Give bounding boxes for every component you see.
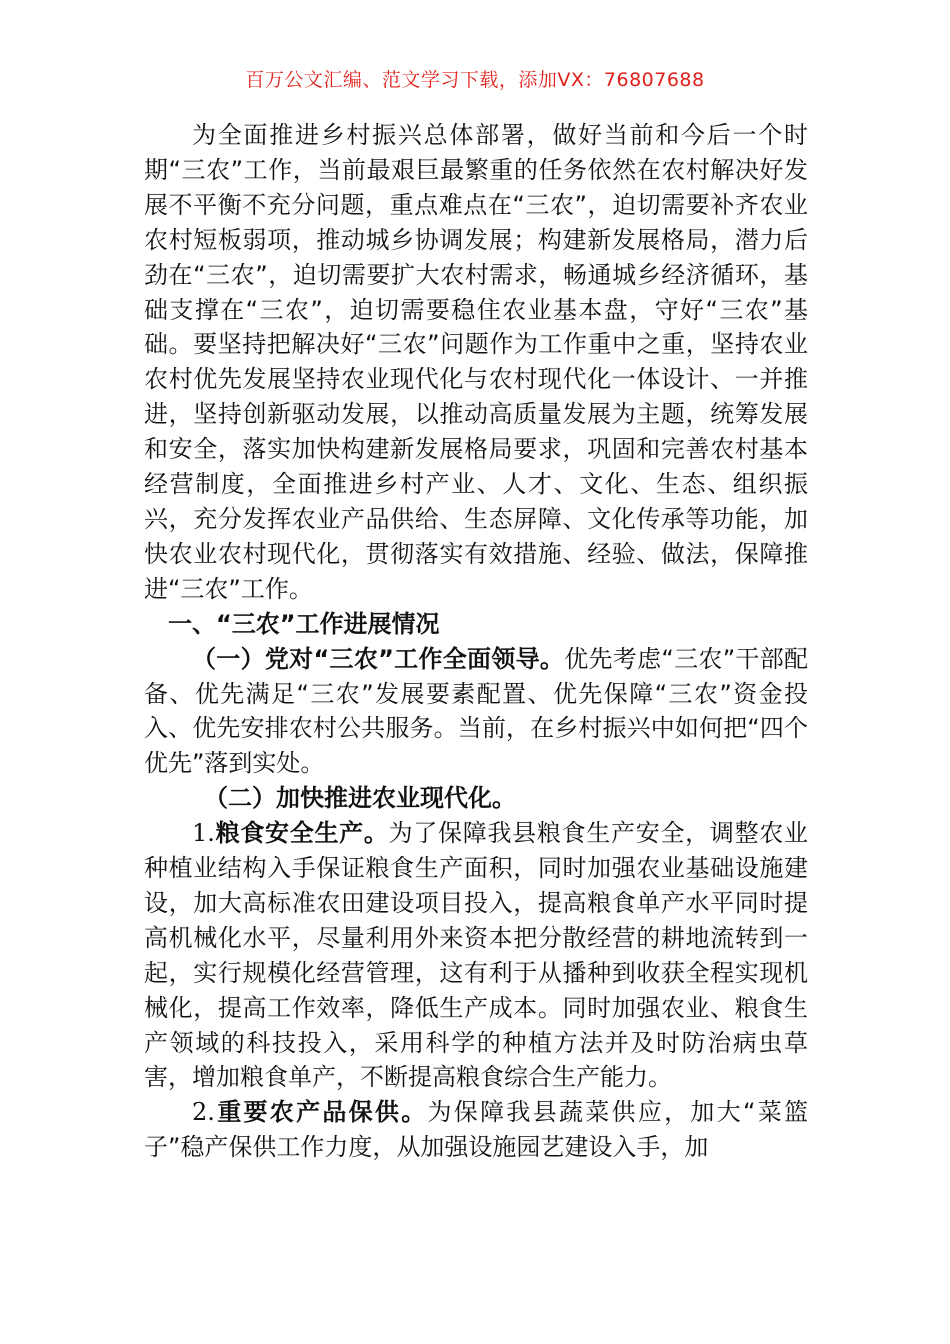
subsection-1-text: 优先考虑“三农”干部配备、优先满足“三农”发展要素配置、优先保障“三农”资金投入、优先安排农村公共服务。当前，在乡村振兴中如何把“四个优先”落到实处。: [144, 644, 809, 778]
subsection-heading-2: （二）加快推进农业现代化。: [204, 784, 516, 813]
item-2-text: 为保障我县蔬菜供应，加大“菜篮子”稳产保供工作力度，从加强设施园艺建设入手，加: [144, 1098, 808, 1162]
item-2-paragraph: [144, 1095, 808, 1165]
section-heading-1: 一、“三农”工作进展情况: [168, 609, 440, 638]
item-2-number: 2.: [192, 1098, 215, 1127]
item-1-paragraph: [144, 816, 808, 1095]
subsection-1-paragraph: [144, 642, 808, 782]
intro-paragraph: 为全面推进乡村振兴总体部署，做好当前和今后一个时期“三农”工作，当前最艰巨最繁重的任务依然在农村解决好发展不平衡不充分问题，重点难点在“三农”，迫切需要补齐农业农村短板弱项，推动城乡协调发展；构建新发展格局，潜力后劲在“三农”，迫切需要扩大农村需求，畅通城乡经济循环，基础支撑在“三农”，迫切需要稳住农业基本盘，守好“三农”基础。要坚持把解决好“三农”问题作为工作重中之重，坚持农业农村优先发展坚持农业现代化与农村现代化一体设计、一并推进，坚持创新驱动发展，以推动高质量发展为主题，统筹发展和安全，落实加快构建新发展格局要求，巩固和完善农村基本经营制度，全面推进乡村产业、人才、文化、生态、组织振兴，充分发挥农业产品供给、生态屏障、文化传承等功能，加快农业农村现代化，贯彻落实有效措施、经验、做法，保障推进“三农”工作。: [144, 121, 808, 603]
item-1-text: 为了保障我县粮食生产安全，调整农业种植业结构入手保证粮食生产面积，同时加强农业基础设施建设，加大高标准农田建设项目投入，提高粮食单产水平同时提高机械化水平，尽量利用外来资本把分散经营的耕地流转到一起，实行规模化经营管理，这有利于从播种到收获全程实现机械化，提高工作效率，降低生产成本。同时加强农业、粮食生产领域的科技投入，采用科学的种植方法并及时防治病虫草害，增加粮食单产，不断提高粮食综合生产能力。: [144, 819, 809, 1092]
item-1-lead: 粮食安全生产。: [214, 819, 389, 848]
item-2-lead: 重要农产品保供。: [214, 1098, 428, 1127]
header-banner: 百万公文汇编、范文学习下载，添加VX：76807688: [245, 69, 705, 91]
document-body: [144, 118, 808, 1165]
subsection-1-lead: （一）党对“三农”工作全面领导。: [192, 644, 565, 673]
item-1-number: 1.: [192, 819, 215, 848]
